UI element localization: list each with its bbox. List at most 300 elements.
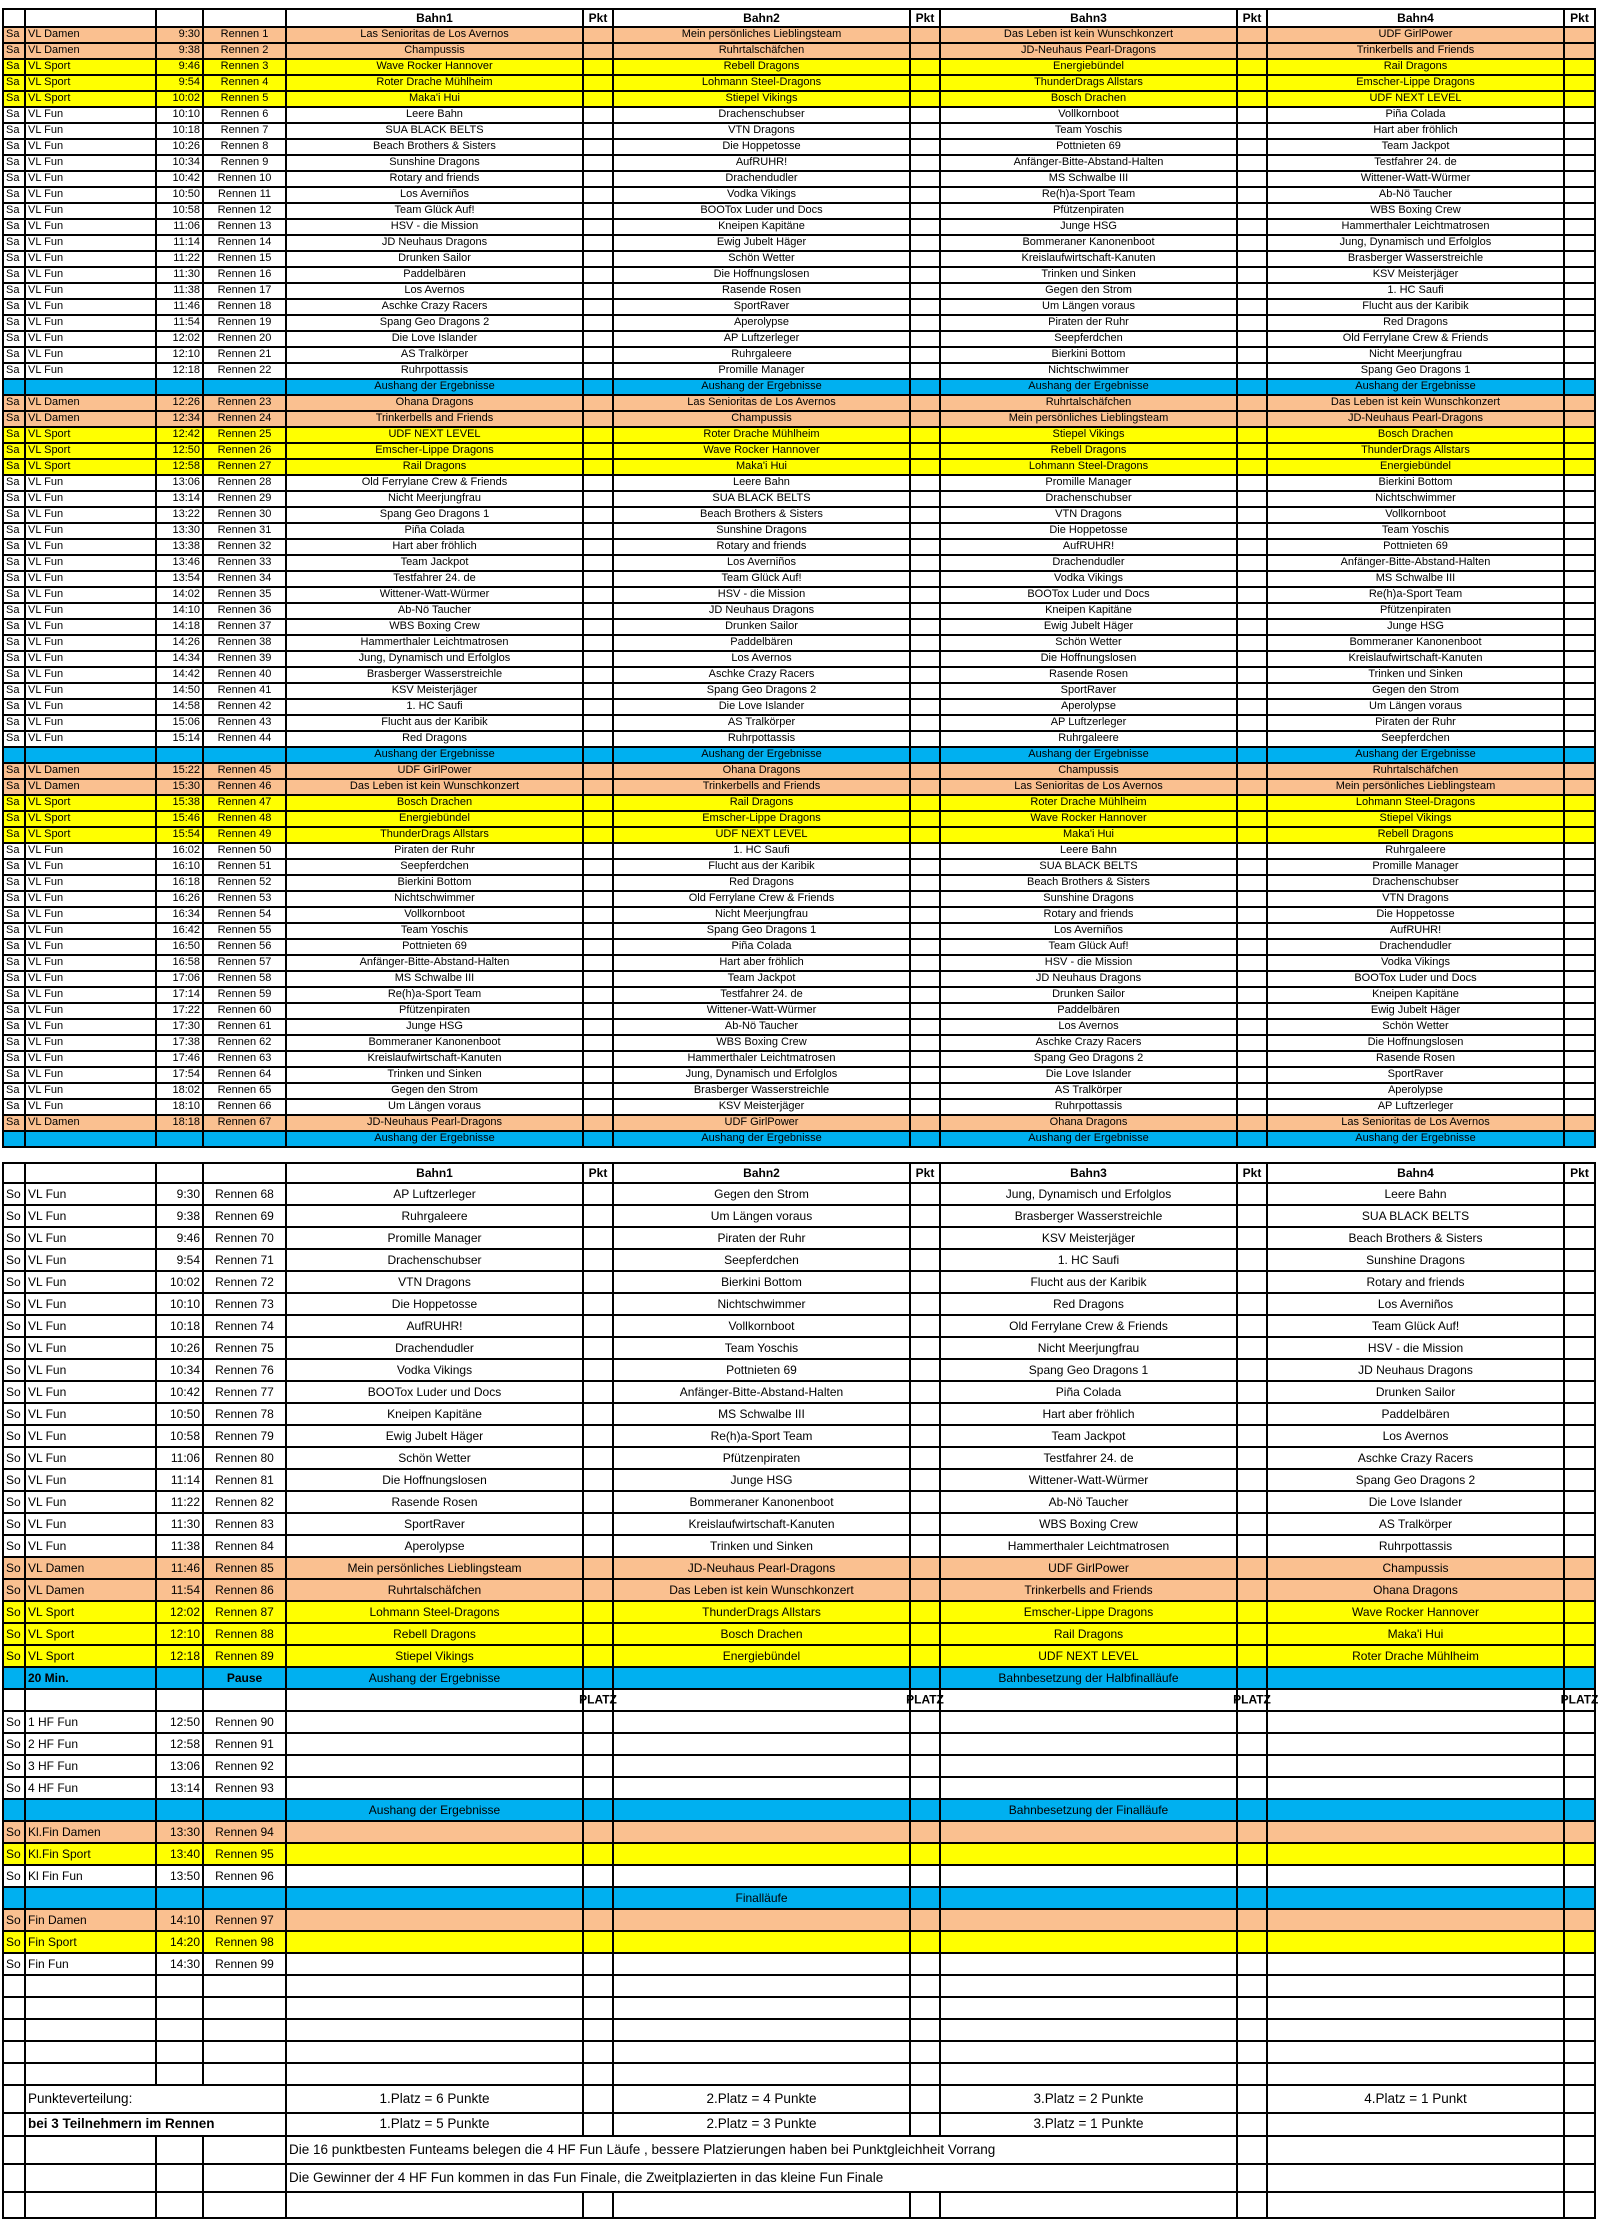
time-cell: 10:42 (156, 171, 203, 187)
lane3-team-cell: Bosch Drachen (940, 91, 1237, 107)
lane2-team-cell: Team Glück Auf! (613, 571, 910, 587)
day-cell: Sa (3, 651, 25, 667)
pkt-cell (1564, 1733, 1595, 1755)
time-cell: 11:46 (156, 1557, 203, 1579)
race-row (3, 1099, 1595, 1115)
race-row (3, 1083, 1595, 1099)
day-cell (3, 1131, 25, 1147)
category-cell: Kl.Fin Sport (25, 1843, 156, 1865)
time-cell: 12:26 (156, 395, 203, 411)
pkt-header-cell: Pkt (1237, 9, 1267, 27)
pkt-cell (583, 747, 613, 763)
pkt-cell (1237, 1205, 1267, 1227)
pkt-cell (1564, 907, 1595, 923)
pkt-cell (1564, 1293, 1595, 1315)
time-cell: 11:38 (156, 283, 203, 299)
pkt-cell (910, 763, 940, 779)
lane4-team-cell: Drachendudler (1267, 939, 1564, 955)
race-cell: Rennen 3 (203, 59, 286, 75)
race-cell: Rennen 74 (203, 1315, 286, 1337)
pkt-cell (1237, 1381, 1267, 1403)
category-cell: VL Fun (25, 667, 156, 683)
time-cell (156, 2164, 203, 2192)
lane3-team-cell: Spang Geo Dragons 1 (940, 1359, 1237, 1381)
lane2-team-cell: Sunshine Dragons (613, 523, 910, 539)
lane4-team-cell: Seepferdchen (1267, 731, 1564, 747)
pkt-cell (583, 1205, 613, 1227)
lane2-team-cell: Um Längen voraus (613, 1205, 910, 1227)
pkt-cell (1237, 747, 1267, 763)
race-cell: Rennen 96 (203, 1865, 286, 1887)
race-cell: Rennen 56 (203, 939, 286, 955)
category-cell: 1 HF Fun (25, 1711, 156, 1733)
race-cell: Rennen 34 (203, 571, 286, 587)
pkt-cell (910, 251, 940, 267)
section-banner-row (3, 1887, 1595, 1909)
pkt-cell (1237, 1315, 1267, 1337)
lane2-team-cell: JD Neuhaus Dragons (613, 603, 910, 619)
pkt-cell (1564, 2019, 1595, 2041)
pkt-cell (1564, 667, 1595, 683)
pkt-cell (910, 1623, 940, 1645)
lane2-team-cell: Stiepel Vikings (613, 91, 910, 107)
pkt-cell (910, 923, 940, 939)
lane2-team-cell: Maka'i Hui (613, 459, 910, 475)
race-row (3, 1051, 1595, 1067)
pkt-cell (1564, 1799, 1595, 1821)
pkt-cell (910, 1777, 940, 1799)
lane1-team-cell: Ruhrpottassis (286, 363, 583, 379)
race-cell (203, 1997, 286, 2019)
race-row (3, 1865, 1595, 1887)
pkt-cell (1237, 795, 1267, 811)
lane2-team-cell: BOOTox Luder und Docs (613, 203, 910, 219)
race-cell: Rennen 72 (203, 1271, 286, 1293)
category-cell: VL Fun (25, 363, 156, 379)
day-cell: Sa (3, 459, 25, 475)
lane2-team-cell: Drunken Sailor (613, 619, 910, 635)
pkt-cell (1237, 2085, 1267, 2113)
lane4-team-cell: Anfänger-Bitte-Abstand-Halten (1267, 555, 1564, 571)
pkt-cell (1564, 1271, 1595, 1293)
race-row (3, 843, 1595, 859)
race-cell: Rennen 19 (203, 315, 286, 331)
day-cell: Sa (3, 827, 25, 843)
lane4-team-cell: Kreislaufwirtschaft-Kanuten (1267, 651, 1564, 667)
day-cell: Sa (3, 235, 25, 251)
race-row (3, 91, 1595, 107)
day-cell: Sa (3, 315, 25, 331)
lane4-team-cell: Mein persönliches Lieblingsteam (1267, 779, 1564, 795)
day-cell: Sa (3, 283, 25, 299)
category-cell: VL Fun (25, 315, 156, 331)
lane3-team-cell: Wittener-Watt-Würmer (940, 1469, 1237, 1491)
platz-label: PLATZ (579, 1692, 617, 1707)
day-cell: Sa (3, 123, 25, 139)
pkt-cell (1564, 715, 1595, 731)
pkt-cell (583, 731, 613, 747)
lane3-team-cell: Spang Geo Dragons 2 (940, 1051, 1237, 1067)
category-cell: 2 HF Fun (25, 1733, 156, 1755)
lane2-team-cell: Bommeraner Kanonenboot (613, 1491, 910, 1513)
time-cell: 10:26 (156, 1337, 203, 1359)
pkt-cell (583, 1623, 613, 1645)
lane2-team-cell: Trinken und Sinken (613, 1535, 910, 1557)
pkt-cell (1564, 251, 1595, 267)
race-row (3, 1491, 1595, 1513)
lane3-team-cell: Anfänger-Bitte-Abstand-Halten (940, 155, 1237, 171)
race-cell: Rennen 73 (203, 1293, 286, 1315)
day-cell (3, 2136, 25, 2164)
day-cell: So (3, 1491, 25, 1513)
category-cell: VL Fun (25, 587, 156, 603)
lane1-team-cell: Wittener-Watt-Würmer (286, 587, 583, 603)
pkt-cell (1564, 1359, 1595, 1381)
race-cell: Rennen 66 (203, 1099, 286, 1115)
time-cell (156, 2063, 203, 2085)
lane4-team-cell: Ab-Nö Taucher (1267, 187, 1564, 203)
pkt-cell (910, 2041, 940, 2063)
lane1-team-cell: Spang Geo Dragons 1 (286, 507, 583, 523)
race-cell: Rennen 11 (203, 187, 286, 203)
platz-header-cell (906, 1689, 944, 1711)
race-row (3, 171, 1595, 187)
pkt-cell (910, 1667, 940, 1689)
lane3-team-cell: 1. HC Saufi (940, 1249, 1237, 1271)
race-row (3, 27, 1595, 43)
category-cell: VL Sport (25, 427, 156, 443)
lane4-team-cell: WBS Boxing Crew (1267, 203, 1564, 219)
day-cell (3, 2113, 25, 2136)
race-cell: Rennen 5 (203, 91, 286, 107)
race-cell: Rennen 76 (203, 1359, 286, 1381)
pkt-cell (910, 875, 940, 891)
lane3-team-cell: Drachenschubser (940, 491, 1237, 507)
category-cell: VL Fun (25, 139, 156, 155)
day-cell: So (3, 1293, 25, 1315)
category-cell: VL Fun (25, 1469, 156, 1491)
lane3-team-cell: ThunderDrags Allstars (940, 75, 1237, 91)
pkt-cell (583, 1601, 613, 1623)
category-cell: VL Fun (25, 1381, 156, 1403)
race-row (3, 1909, 1595, 1931)
header-blank-cell (25, 9, 156, 27)
pkt-cell (1237, 139, 1267, 155)
pkt-cell (910, 395, 940, 411)
pkt-cell (1237, 1447, 1267, 1469)
lane2-team-cell: Drachendudler (613, 171, 910, 187)
day-cell: Sa (3, 59, 25, 75)
lane3-team-cell: Testfahrer 24. de (940, 1447, 1237, 1469)
category-cell: VL Damen (25, 779, 156, 795)
day-cell: Sa (3, 603, 25, 619)
lane4-team-cell: Vollkornboot (1267, 507, 1564, 523)
time-cell: 15:06 (156, 715, 203, 731)
lane2-team-cell: KSV Meisterjäger (613, 1099, 910, 1115)
lane3-team-cell: Ab-Nö Taucher (940, 1491, 1237, 1513)
lane2-team-cell: Ab-Nö Taucher (613, 1019, 910, 1035)
pkt-cell (1237, 571, 1267, 587)
pkt-cell (1237, 1035, 1267, 1051)
lane1-team-cell: Testfahrer 24. de (286, 571, 583, 587)
lane4-team-cell: Rasende Rosen (1267, 1051, 1564, 1067)
pkt-cell (1564, 1425, 1595, 1447)
platz-header-cell (1233, 1689, 1271, 1711)
lane4-team-cell: Rotary and friends (1267, 1271, 1564, 1293)
pkt-cell (583, 1051, 613, 1067)
day-cell: Sa (3, 843, 25, 859)
race-row (3, 811, 1595, 827)
race-row (3, 75, 1595, 91)
pkt-cell (1564, 875, 1595, 891)
lane4-team-cell: Ruhrpottassis (1267, 1535, 1564, 1557)
pkt-cell (1564, 1777, 1595, 1799)
race-cell (203, 1799, 286, 1821)
race-cell: Rennen 67 (203, 1115, 286, 1131)
race-row (3, 139, 1595, 155)
time-cell: 14:34 (156, 651, 203, 667)
race-cell: Rennen 10 (203, 171, 286, 187)
lane4-team-cell: Hammerthaler Leichtmatrosen (1267, 219, 1564, 235)
pkt-cell (1564, 747, 1595, 763)
day-cell: Sa (3, 411, 25, 427)
day-cell: So (3, 1447, 25, 1469)
time-cell: 11:06 (156, 1447, 203, 1469)
lane4-cell (1267, 2136, 1564, 2164)
lane1-team-cell: Pottnieten 69 (286, 939, 583, 955)
lane3-team-cell: Red Dragons (940, 1293, 1237, 1315)
category-cell: VL Fun (25, 1513, 156, 1535)
pkt-cell (1564, 1205, 1595, 1227)
pkt-cell (1237, 507, 1267, 523)
pkt-cell (1237, 219, 1267, 235)
day-cell: Sa (3, 267, 25, 283)
lane4-team-cell: Lohmann Steel-Dragons (1267, 795, 1564, 811)
pkt-cell (910, 363, 940, 379)
time-cell: 11:30 (156, 1513, 203, 1535)
pkt-cell (910, 59, 940, 75)
pkt-cell (1564, 123, 1595, 139)
pkt-cell (1237, 59, 1267, 75)
lane3-team-cell: Brasberger Wasserstreichle (940, 1205, 1237, 1227)
lane3-team-cell: Ewig Jubelt Häger (940, 619, 1237, 635)
day-cell: So (3, 1557, 25, 1579)
results-notice-cell: Aushang der Ergebnisse (1267, 747, 1564, 763)
category-cell: VL Fun (25, 507, 156, 523)
lane2-team-cell: 1. HC Saufi (613, 843, 910, 859)
lane2-cell (613, 1975, 910, 1997)
race-cell: Rennen 15 (203, 251, 286, 267)
race-cell: Rennen 83 (203, 1513, 286, 1535)
lane1-team-cell: Drachenschubser (286, 1249, 583, 1271)
lane3-team-cell: Trinkerbells and Friends (940, 1579, 1237, 1601)
category-cell (25, 2192, 156, 2218)
category-cell: VL Fun (25, 539, 156, 555)
race-cell: Rennen 94 (203, 1821, 286, 1843)
day-cell: So (3, 1821, 25, 1843)
lane3-team-cell: Drachendudler (940, 555, 1237, 571)
time-cell: 10:18 (156, 1315, 203, 1337)
pkt-cell (910, 1183, 940, 1205)
day-cell: Sa (3, 491, 25, 507)
day-cell: Sa (3, 555, 25, 571)
pkt-cell (910, 1425, 940, 1447)
banner-text-cell (940, 1887, 1237, 1909)
pkt-cell (1237, 715, 1267, 731)
pkt-cell (583, 1777, 613, 1799)
time-cell: 17:38 (156, 1035, 203, 1051)
pkt-cell (1237, 443, 1267, 459)
day-cell: Sa (3, 1019, 25, 1035)
header-blank-cell (3, 9, 25, 27)
day-cell: Sa (3, 139, 25, 155)
race-cell (203, 2041, 286, 2063)
day-cell: So (3, 1227, 25, 1249)
lane4-team-cell: Jung, Dynamisch und Erfolglos (1267, 235, 1564, 251)
race-row (3, 331, 1595, 347)
pkt-cell (583, 139, 613, 155)
lane3-team-cell: Pottnieten 69 (940, 139, 1237, 155)
time-cell: 11:14 (156, 1469, 203, 1491)
race-cell: Rennen 29 (203, 491, 286, 507)
lane2-team-cell: Mein persönliches Lieblingsteam (613, 27, 910, 43)
lane1-team-cell: Spang Geo Dragons 2 (286, 315, 583, 331)
pkt-cell (1237, 475, 1267, 491)
time-cell: 14:50 (156, 683, 203, 699)
lane4-cell (1267, 2063, 1564, 2085)
race-cell: Rennen 60 (203, 1003, 286, 1019)
time-cell: 9:46 (156, 59, 203, 75)
day-cell: Sa (3, 795, 25, 811)
results-banner-row (3, 1131, 1595, 1147)
lane1-team-cell: Stiepel Vikings (286, 1645, 583, 1667)
category-cell: VL Sport (25, 443, 156, 459)
lane4-team-cell: Stiepel Vikings (1267, 811, 1564, 827)
pkt-cell (910, 1645, 940, 1667)
lane3-team-cell: JD Neuhaus Dragons (940, 971, 1237, 987)
time-cell: 11:38 (156, 1535, 203, 1557)
lane1-team-cell: ThunderDrags Allstars (286, 827, 583, 843)
pkt-cell (910, 1975, 940, 1997)
day-cell: Sa (3, 667, 25, 683)
pkt-cell (1237, 427, 1267, 443)
pkt-cell (910, 587, 940, 603)
category-cell: VL Fun (25, 491, 156, 507)
pkt-cell (583, 971, 613, 987)
lane3-team-cell: Ruhrgaleere (940, 731, 1237, 747)
time-cell: 9:38 (156, 43, 203, 59)
lane1-team-cell: Piraten der Ruhr (286, 843, 583, 859)
pkt-cell (1237, 539, 1267, 555)
lane4-team-cell (1267, 1821, 1564, 1843)
race-row (3, 923, 1595, 939)
pkt-cell (910, 1337, 940, 1359)
pkt-cell (910, 1051, 940, 1067)
category-cell: VL Fun (25, 939, 156, 955)
category-cell (25, 1997, 156, 2019)
lane2-team-cell: UDF GirlPower (613, 1115, 910, 1131)
category-cell: VL Sport (25, 91, 156, 107)
lane3-team-cell (940, 1755, 1237, 1777)
pkt-cell (583, 283, 613, 299)
time-cell: 12:42 (156, 427, 203, 443)
pkt-cell (910, 571, 940, 587)
pkt-cell (1237, 1293, 1267, 1315)
pkt-cell (1237, 635, 1267, 651)
pkt-header-cell: Pkt (910, 9, 940, 27)
pkt-cell (1564, 235, 1595, 251)
empty-row (3, 2041, 1595, 2063)
day-cell: So (3, 1953, 25, 1975)
race-cell: Rennen 80 (203, 1447, 286, 1469)
pkt-cell (910, 1003, 940, 1019)
pkt-cell (910, 1931, 940, 1953)
time-cell: 13:06 (156, 1755, 203, 1777)
day-cell: So (3, 1733, 25, 1755)
lane4-team-cell: Kneipen Kapitäne (1267, 987, 1564, 1003)
pkt-cell (1237, 587, 1267, 603)
category-cell: VL Fun (25, 731, 156, 747)
category-cell (25, 747, 156, 763)
pkt-cell (1564, 1469, 1595, 1491)
race-row (3, 1601, 1595, 1623)
day-cell: So (3, 1469, 25, 1491)
race-row (3, 891, 1595, 907)
pkt-cell (583, 1557, 613, 1579)
time-cell: 13:50 (156, 1865, 203, 1887)
lane4-team-cell: Die Hoppetosse (1267, 907, 1564, 923)
pkt-cell (910, 2085, 940, 2113)
pkt-cell (1237, 1249, 1267, 1271)
pkt-cell (910, 811, 940, 827)
lane4-team-cell (1267, 1909, 1564, 1931)
lane1-team-cell: Old Ferrylane Crew & Friends (286, 475, 583, 491)
time-cell: 12:58 (156, 459, 203, 475)
time-cell: 10:10 (156, 107, 203, 123)
time-cell: 17:14 (156, 987, 203, 1003)
pkt-cell (1237, 1975, 1267, 1997)
day-cell: Sa (3, 91, 25, 107)
lane1-team-cell: Vodka Vikings (286, 1359, 583, 1381)
lane4-team-cell: Ruhrgaleere (1267, 843, 1564, 859)
lane2-team-cell (613, 1843, 910, 1865)
pkt-cell (910, 1821, 940, 1843)
lane3-team-cell: Ruhrpottassis (940, 1099, 1237, 1115)
race-row (3, 955, 1595, 971)
pkt-cell (1237, 971, 1267, 987)
time-cell: 10:58 (156, 203, 203, 219)
pkt-cell (583, 779, 613, 795)
pkt-cell (583, 1887, 613, 1909)
points-value-cell: 3.Platz = 2 Punkte (940, 2085, 1237, 2113)
pkt-cell (910, 1711, 940, 1733)
time-cell: 9:30 (156, 27, 203, 43)
race-cell: Rennen 62 (203, 1035, 286, 1051)
lane3-team-cell: Die Hoffnungslosen (940, 651, 1237, 667)
day-cell: Sa (3, 619, 25, 635)
lane1-team-cell: Kneipen Kapitäne (286, 1403, 583, 1425)
lane1-team-cell: Um Längen voraus (286, 1099, 583, 1115)
day-cell: So (3, 1777, 25, 1799)
pkt-cell (1237, 459, 1267, 475)
time-cell: 13:38 (156, 539, 203, 555)
race-row (3, 1403, 1595, 1425)
lane3-team-cell: AufRUHR! (940, 539, 1237, 555)
lane4-team-cell: Team Jackpot (1267, 139, 1564, 155)
race-cell: Rennen 90 (203, 1711, 286, 1733)
category-cell: VL Sport (25, 75, 156, 91)
race-row (3, 1469, 1595, 1491)
